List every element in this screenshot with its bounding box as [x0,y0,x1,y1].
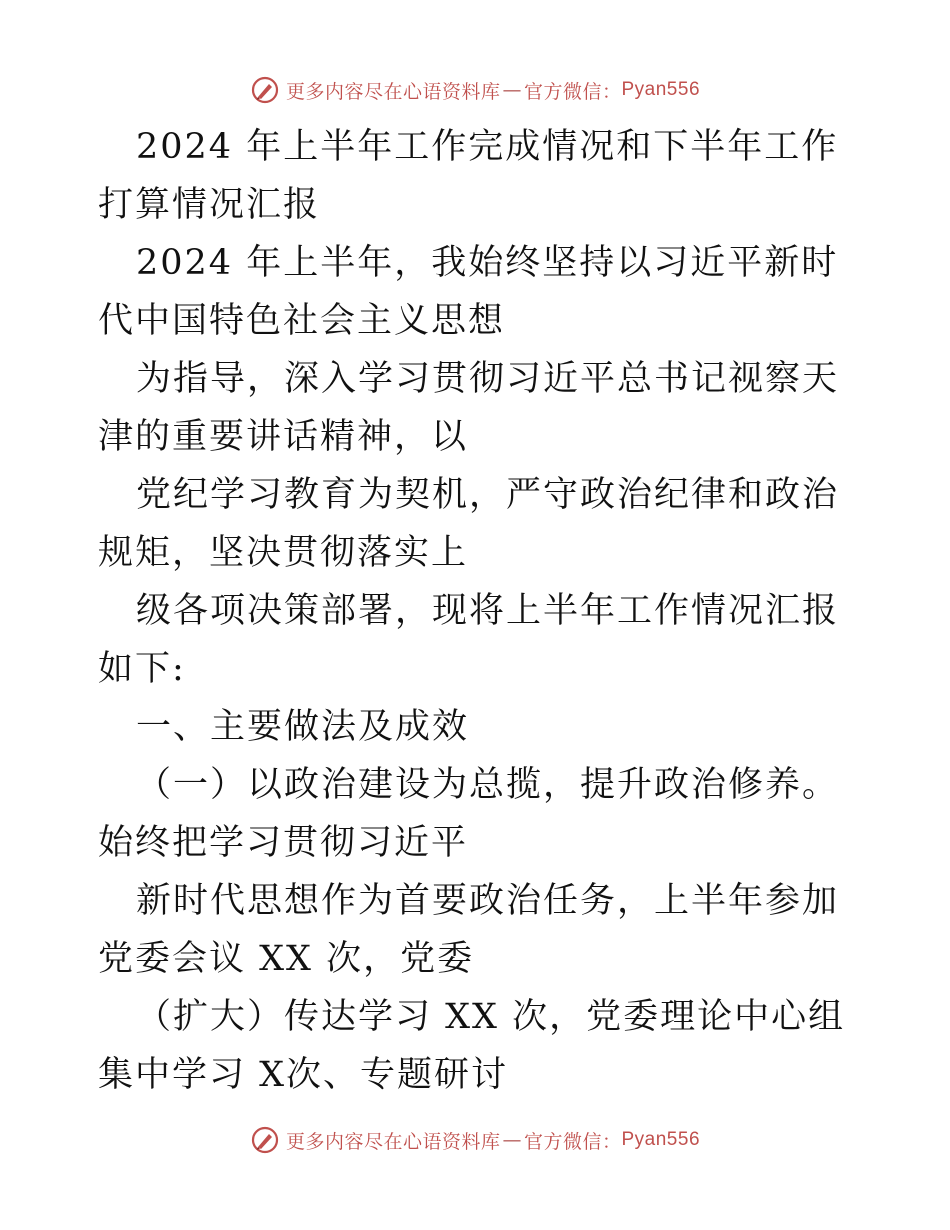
watermark-label: 官方微信： [523,1130,622,1153]
watermark-site: 更多内容尽在心语资料库 [285,80,501,103]
footer-watermark [0,1120,950,1160]
paragraph: 新时代思想作为首要政治任务，上半年参加党委会议 XX 次，党委 [98,881,840,979]
watermark-handle: Pyan556 [621,1129,701,1150]
watermark-label: 官方微信： [523,80,622,103]
paragraph: （扩大）传达学习 XX 次，党委理论中心组集中学习 X次、专题研讨 [98,997,846,1095]
paragraph: 2024 年上半年，我始终坚持以习近平新时代中国特色社会主义思想 [98,243,839,341]
watermark-site: 更多内容尽在心语资料库 [285,1130,501,1153]
paragraph: 为指导，深入学习贯彻习近平总书记视察天津的重要讲话精神，以 [98,359,840,457]
watermark-handle: Pyan556 [621,79,701,100]
pen-logo-icon [250,75,280,105]
paragraph: 级各项决策部署，现将上半年工作情况汇报如下: [98,591,840,689]
document-title: 2024 年上半年工作完成情况和下半年工作打算情况汇报 [98,127,839,225]
paragraph: （一）以政治建设为总揽，提升政治修养。始终把学习贯彻习近平 [98,765,840,863]
section-heading: 一、主要做法及成效 [136,707,470,747]
header-watermark [0,70,950,110]
watermark-separator: — [502,1129,522,1151]
document-body [98,118,858,1104]
paragraph: 党纪学习教育为契机，严守政治纪律和政治规矩，坚决贯彻落实上 [98,475,840,573]
pen-logo-icon [250,1125,280,1155]
watermark-separator: — [502,79,522,101]
